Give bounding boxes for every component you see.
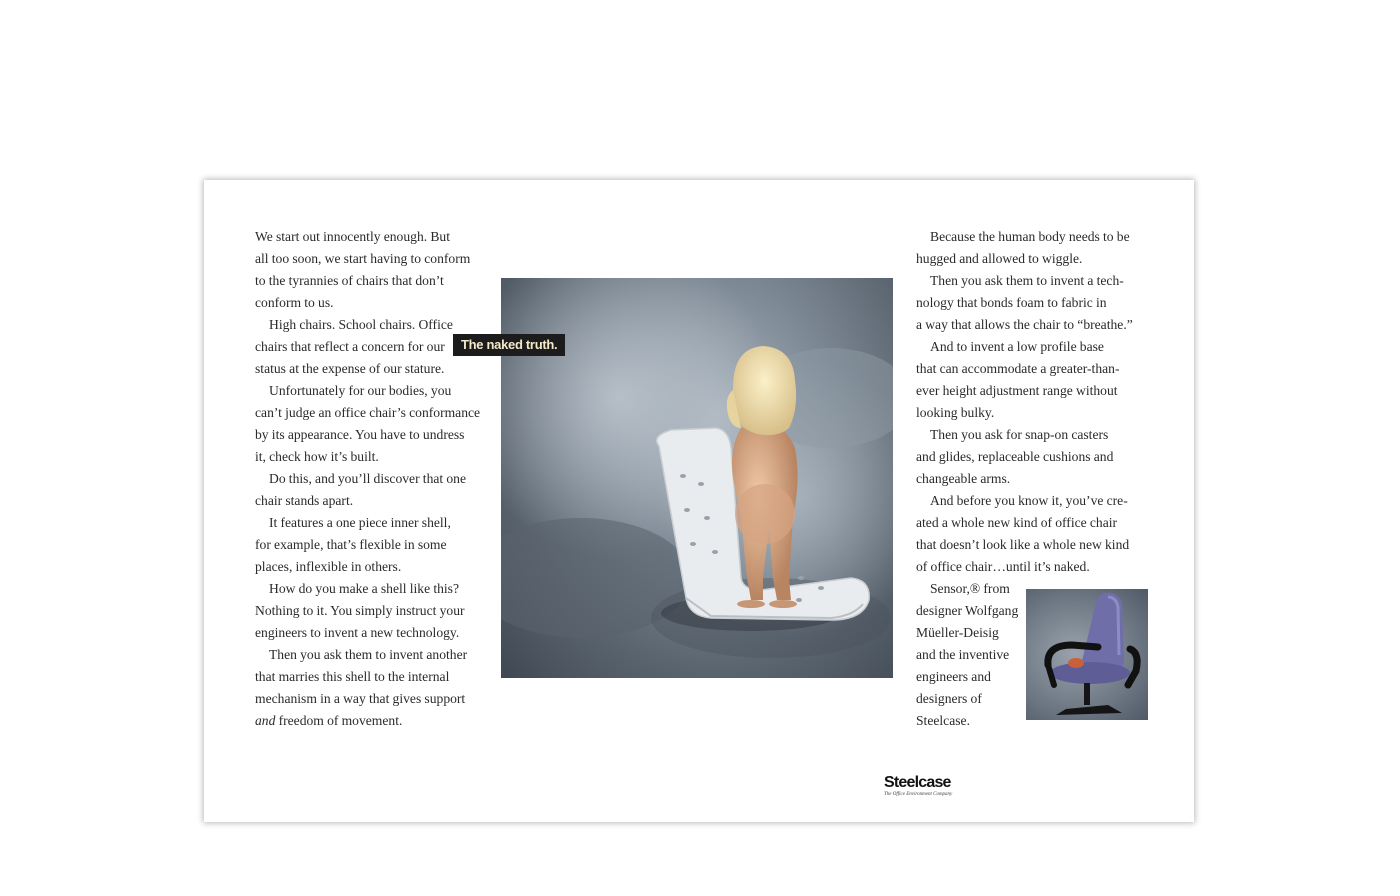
logo-subtitle: The Office Environment Company [884, 792, 953, 797]
body-line: Then you ask for snap-on casters [930, 427, 1109, 442]
body-line: to the tyrannies of chairs that don’t [255, 273, 444, 288]
credit-line: and the inventive [916, 647, 1010, 662]
body-line: Because the human body needs to be [930, 229, 1130, 244]
body-line: for example, that’s flexible in some [255, 537, 447, 552]
body-line: by its appearance. You have to undress [255, 427, 465, 442]
body-line: a way that allows the chair to “breathe.” [916, 317, 1133, 332]
body-line: Nothing to it. You simply instruct your [255, 603, 465, 618]
body-line: it, check how it’s built. [255, 449, 379, 464]
credit-line: designers of [916, 691, 982, 706]
body-line: changeable arms. [916, 471, 1011, 486]
body-line: chairs that reflect a concern for our [255, 339, 445, 354]
italic-word: and [255, 713, 276, 728]
office-chair-illustration [1026, 589, 1148, 720]
body-line: that doesn’t look like a whole new kind [916, 537, 1130, 552]
body-line: that marries this shell to the internal [255, 669, 450, 684]
body-line: We start out innocently enough. But [255, 229, 450, 244]
body-line: conform to us. [255, 295, 334, 310]
body-line: nology that bonds foam to fabric in [916, 295, 1107, 310]
body-line: mechanism in a way that gives support [255, 691, 466, 706]
credit-line: designer Wolfgang [916, 603, 1019, 618]
body-line: engineers to invent a new technology. [255, 625, 460, 640]
credit-line: Steelcase. [916, 713, 970, 728]
body-line: And to invent a low profile base [930, 339, 1104, 354]
body-line-tail: freedom of movement. [275, 713, 403, 728]
ad-page [204, 180, 1194, 822]
credit-line: engineers and [916, 669, 991, 684]
credit-line: Müeller-Deisig [916, 625, 999, 640]
body-line: Do this, and you’ll discover that one [269, 471, 467, 486]
tagline-label: The naked truth. [453, 334, 565, 356]
body-line: ever height adjustment range without [916, 383, 1118, 398]
office-chair-photo [1026, 589, 1148, 720]
body-line: It features a one piece inner shell, [269, 515, 451, 530]
body-line: ated a whole new kind of office chair [916, 515, 1118, 530]
body-line: And before you know it, you’ve cre- [930, 493, 1128, 508]
body-line: and glides, replaceable cushions and [916, 449, 1114, 464]
body-line: Unfortunately for our bodies, you [269, 383, 452, 398]
body-line: looking bulky. [916, 405, 995, 420]
body-line: How do you make a shell like this? [269, 581, 460, 596]
body-line: hugged and allowed to wiggle. [916, 251, 1083, 266]
body-line-last [255, 710, 477, 732]
steelcase-logo [884, 774, 952, 798]
body-line: of office chair…until it’s naked. [916, 559, 1090, 574]
body-line: status at the expense of our stature. [255, 361, 445, 376]
body-line: that can accommodate a greater-than- [916, 361, 1120, 376]
body-line: chair stands apart. [255, 493, 354, 508]
body-line: Then you ask them to invent another [269, 647, 468, 662]
credit-line: Sensor,® from [930, 581, 1010, 596]
left-body-column [255, 226, 481, 732]
logo-wordmark: Steelcase [884, 774, 951, 791]
body-line: all too soon, we start having to conform [255, 251, 471, 266]
body-line: High chairs. School chairs. Office [269, 317, 453, 332]
body-line: places, inflexible in others. [255, 559, 402, 574]
body-line: can’t judge an office chair’s conformance [255, 405, 481, 420]
body-line: Then you ask them to invent a tech- [930, 273, 1124, 288]
